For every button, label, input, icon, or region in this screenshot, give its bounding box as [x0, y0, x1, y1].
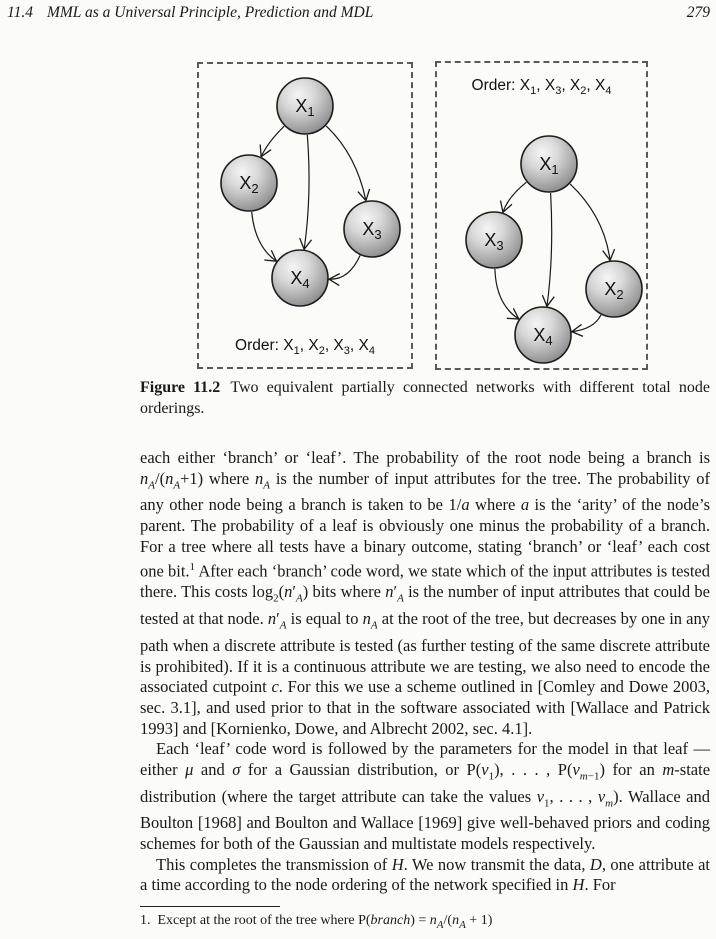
- page-number: 279: [686, 4, 710, 21]
- network-edge-x1-to-x3: [503, 182, 526, 212]
- footnote: 1. Except at the root of the tree where P(branch) = $n_A/(n_A + 1)$: [140, 913, 493, 931]
- node-label-x2: $X_2$: [239, 173, 259, 196]
- network-diagram-right: [437, 63, 646, 368]
- network-edge-x3-to-x4: [495, 269, 519, 319]
- figure-caption: [140, 377, 710, 419]
- node-label-x1: $X_1$: [539, 154, 559, 177]
- node-order-label-right: Order: $X_1$, $X_3$, $X_2$, $X_4$: [471, 77, 612, 98]
- node-label-x4: $X_4$: [290, 268, 310, 291]
- chapter-title: MML as a Universal Principle, Prediction and MDL: [46, 4, 374, 21]
- paragraph: This completes the transmission of H. We now transmit the data, D, one attribute at a time according to the node ordering of the network specified in H. For: [140, 854, 710, 895]
- network-edge-x3-to-x4: [330, 255, 361, 279]
- figure-caption-text: Two equivalent partially connected networks with different total node orderings.: [140, 379, 710, 417]
- network-edge-x2-to-x4: [252, 212, 276, 261]
- network-edge-x1-to-x2: [261, 126, 284, 156]
- node-label-x4: $X_4$: [533, 325, 553, 348]
- node-label-x2: $X_2$: [604, 279, 624, 302]
- figure-caption-label: Figure 11.2: [140, 379, 221, 396]
- section-number: 11.4: [7, 4, 33, 21]
- network-edge-x2-to-x4: [572, 315, 601, 332]
- paragraph: Each ‘leaf’ code word is followed by the parameters for the model in that leaf — either μ and σ for a Gaussian distribution, or $P(v_1)$, . . . , $P(v_{m-1})$ for an m-state distribution (where the target attribute can take the values $v_1$, . . . , $v_m$). Wallace and Boulton [1968] and Boulton and Wallace [1969] give well-behaved priors and coding schemes for both of the Gaussian and multistate models respectively.: [140, 739, 711, 854]
- body-text: [140, 448, 710, 896]
- figure-panel-left: [197, 62, 413, 369]
- network-edge-x1-to-x4: [304, 135, 309, 249]
- node-order-label-left: Order: $X_1$, $X_2$, $X_3$, $X_4$: [235, 336, 375, 357]
- running-head-title: [7, 4, 373, 22]
- paragraph: each either ‘branch’ or ‘leaf’. The probability of the root node being a branch is $n_A/(n_A+1)$ where $n_A$ is the number of input attributes for the tree. The probability of any other node being a branch is taken to be 1/a where a is the ‘arity’ of the node’s parent. The probability of a leaf is obviously one minus the probability of a branch. For a tree where all tests have a binary outcome, stating ‘branch’ or ‘leaf’ each cost one bit.$^1$ After each ‘branch’ code word, we state which of the input attributes is tested there. This costs $\log_2(n'_A)$ bits where $n'_A$ is the number of input attributes that could be tested at that node. $n'_A$ is equal to $n_A$ at the root of the tree, but decreases by one in any path when a discrete attribute is tested (as further testing of the same discrete attribute is prohibited). If it is a continuous attribute we are testing, we also need to encode the associated cutpoint c. For this we use a scheme outlined in [Comley and Dowe 2003, sec. 3.1], and used prior to that in the software associated with [Wallace and Patrick 1993] and [Kornienko, Dowe, and Albrecht 2002, sec. 4.1].: [140, 448, 710, 738]
- running-head: [7, 4, 710, 22]
- node-label-x3: $X_3$: [484, 230, 504, 253]
- figure-panel-right: [435, 61, 648, 370]
- network-diagram-left: [199, 64, 411, 367]
- network-edge-x1-to-x4: [547, 193, 552, 306]
- node-label-x1: $X_1$: [295, 96, 315, 119]
- node-label-x3: $X_3$: [362, 219, 382, 242]
- footnote-rule: [140, 906, 280, 907]
- network-edge-x1-to-x3: [326, 126, 366, 200]
- network-edge-x1-to-x2: [570, 184, 610, 260]
